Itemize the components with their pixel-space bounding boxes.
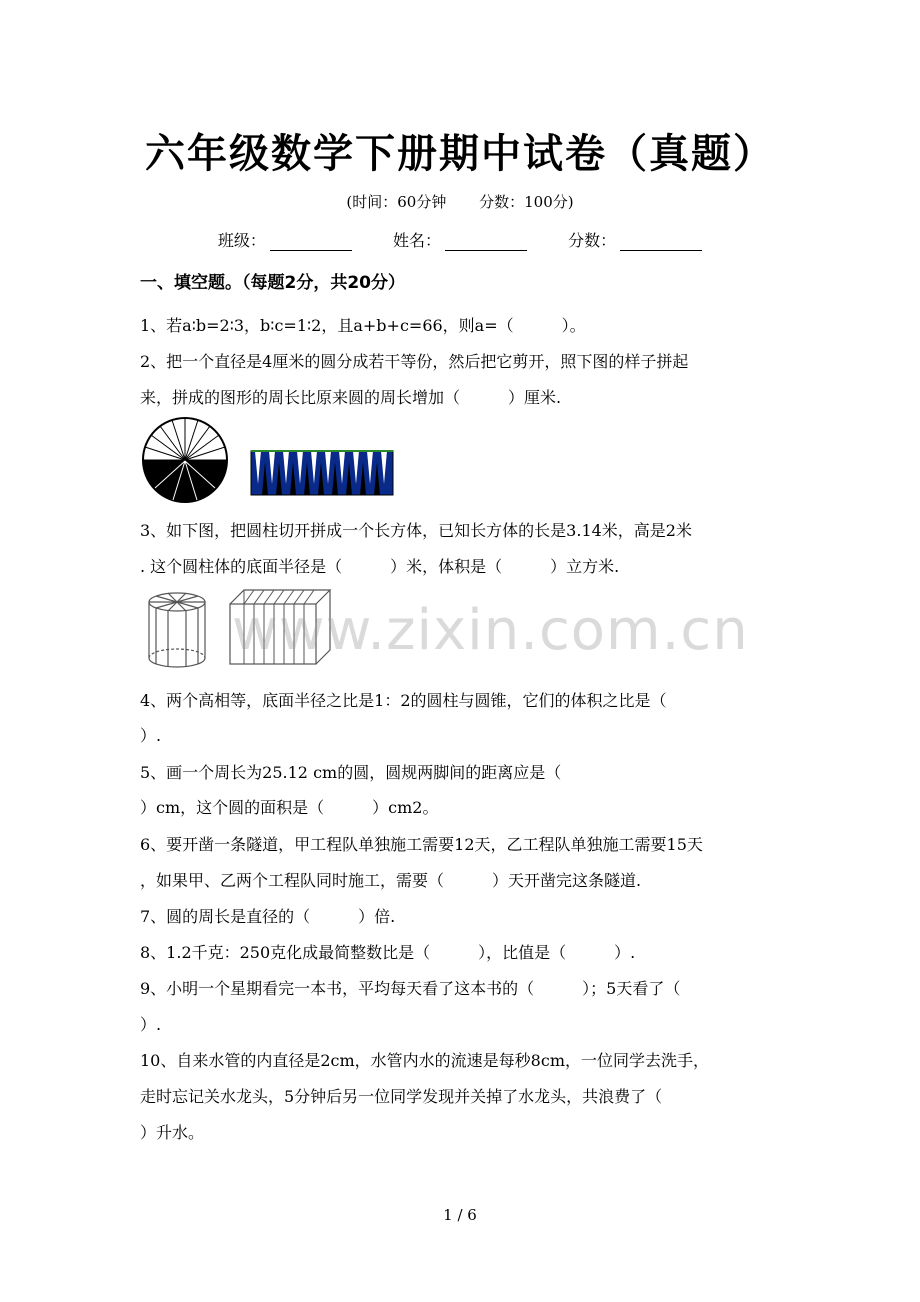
question-line: 5、画一个周长为25.12 cm的圆，圆规两脚间的距离应是（: [140, 763, 562, 782]
question-line: 7、圆的周长是直径的（ ）倍.: [140, 907, 396, 926]
student-info: [0, 228, 920, 251]
page-title: 六年级数学下册期中试卷（真题）: [145, 131, 775, 177]
score-label: 分数：: [568, 231, 617, 250]
question-line: 6、要开凿一条隧道，甲工程队单独施工需要12天，乙工程队单独施工需要15天: [140, 835, 703, 854]
question-line: . 这个圆柱体的底面半径是（ ）米，体积是（ ）立方米.: [140, 557, 620, 576]
sector-circle-figure: [140, 416, 232, 506]
question-line: 8、1.2千克：250克化成最简整数比是（ ），比值是（ ）.: [140, 943, 636, 962]
question-line: 1、若a∶b=2∶3，b∶c=1∶2，且a+b+c=66，则a=（ ）。: [140, 316, 586, 335]
class-field: [218, 228, 352, 251]
question-line: ）.: [140, 726, 162, 745]
class-blank[interactable]: [270, 234, 352, 251]
question-line: 3、如下图，把圆柱切开拼成一个长方体，已知长方体的长是3.14米，高是2米: [140, 521, 692, 540]
exam-total-score: 分数：100分): [479, 193, 574, 211]
section-heading: 一、填空题。（每题2分，共20分）: [140, 273, 405, 293]
score-field: [568, 228, 702, 251]
exam-time: (时间：60分钟: [346, 193, 447, 211]
question-line: 2、把一个直径是4厘米的圆分成若干等份，然后把它剪开，照下图的样子拼起: [140, 352, 689, 371]
question-line: 4、两个高相等，底面半径之比是1：2的圆柱与圆锥，它们的体积之比是（: [140, 691, 667, 710]
question-line: ）升水。: [140, 1123, 205, 1142]
page-number: 1 / 6: [443, 1206, 477, 1224]
name-field: [393, 228, 527, 251]
cylinder-figure: [146, 590, 210, 670]
question-line: ）.: [140, 1015, 162, 1034]
question-line: ）cm，这个圆的面积是（ ）cm2。: [140, 798, 439, 817]
question-line: 10、自来水管的内直径是2cm，水管内水的流速是每秒8cm，一位同学去洗手，: [140, 1051, 709, 1070]
name-blank[interactable]: [445, 234, 527, 251]
rearranged-rectangle-figure: [249, 446, 395, 498]
question-line: 9、小明一个星期看完一本书，平均每天看了这本书的（ ）；5天看了（: [140, 979, 681, 998]
exam-meta: [0, 191, 920, 212]
question-line: 来，拼成的图形的周长比原来圆的周长增加（ ）厘米.: [140, 388, 562, 407]
score-blank[interactable]: [620, 234, 702, 251]
question-line: ，如果甲、乙两个工程队同时施工，需要（ ）天开凿完这条隧道.: [140, 871, 642, 890]
class-label: 班级：: [217, 231, 266, 250]
question-line: 走时忘记关水龙头，5分钟后另一位同学发现并关掉了水龙头，共浪费了（: [140, 1087, 663, 1106]
watermark: www.zixin.com.cn: [232, 598, 749, 663]
name-label: 姓名：: [392, 231, 441, 250]
